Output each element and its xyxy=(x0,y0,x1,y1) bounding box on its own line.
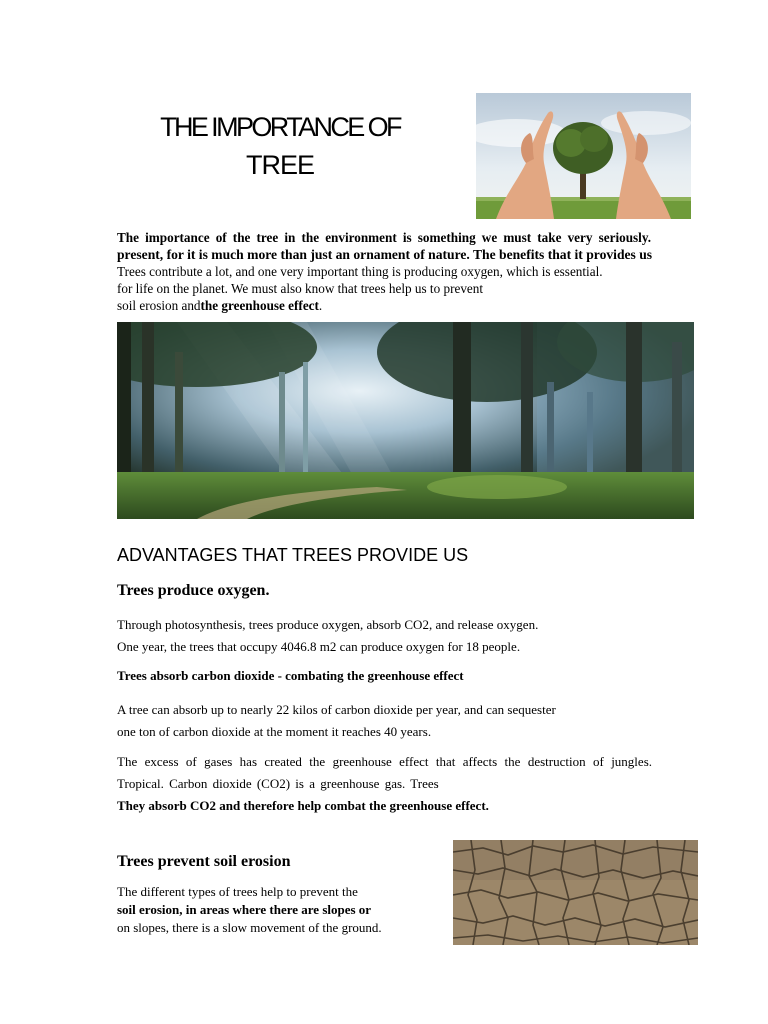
carbon-paragraph-1 xyxy=(117,699,556,743)
soil-heading: Trees prevent soil erosion xyxy=(117,853,291,870)
oxygen-heading: Trees produce oxygen. xyxy=(117,582,270,599)
carbon-heading: Trees absorb carbon dioxide - combating the greenhouse effect xyxy=(117,668,464,683)
oxygen-line-2: One year, the trees that occupy 4046.8 m2 can produce oxygen for 18 people. xyxy=(117,639,521,654)
intro-line-3: Trees contribute a lot, and one very important thing is producing oxygen, which is essential. xyxy=(117,264,603,279)
carbon-line-2: one ton of carbon dioxide at the moment it reaches 40 years. xyxy=(117,724,432,739)
carbon-paragraph-2 xyxy=(117,751,652,817)
intro-line-2: present, for it is much more than just an ornament of nature. The benefits that it provides us xyxy=(117,247,653,262)
cracked-soil-image xyxy=(453,840,698,945)
carbon-line-3: The excess of gases has created the greenhouse effect that affects the destruction of jungles. xyxy=(117,754,652,769)
intro-line-5-bold: the greenhouse effect xyxy=(200,298,319,313)
soil-line-2: soil erosion, in areas where there are slopes or xyxy=(117,902,372,917)
oxygen-paragraph xyxy=(117,614,538,658)
carbon-line-4: Tropical. Carbon dioxide (CO2) is a greenhouse gas. Trees xyxy=(117,776,439,791)
intro-paragraph xyxy=(117,229,723,314)
oxygen-line-1: Through photosynthesis, trees produce oxygen, absorb CO2, and release oxygen. xyxy=(117,617,539,632)
advantages-heading: ADVANTAGES THAT TREES PROVIDE US xyxy=(117,545,469,565)
page-title xyxy=(120,108,440,184)
intro-line-4: for life on the planet. We must also know that trees help us to prevent xyxy=(117,281,484,296)
soil-line-3: on slopes, there is a slow movement of the ground. xyxy=(117,920,382,935)
carbon-line-1: A tree can absorb up to nearly 22 kilos of carbon dioxide per year, and can sequester xyxy=(117,702,556,717)
intro-line-5-text: soil erosion and xyxy=(117,298,201,313)
intro-line-5 xyxy=(117,297,723,314)
page-title-line2: TREE xyxy=(245,150,314,180)
hands-tree-image xyxy=(476,93,691,219)
soil-line-1: The different types of trees help to prevent the xyxy=(117,884,358,899)
forest-image xyxy=(117,322,694,519)
carbon-line-5: They absorb CO2 and therefore help combat the greenhouse effect. xyxy=(117,798,489,813)
intro-line-5-end: . xyxy=(318,298,323,313)
soil-paragraph xyxy=(117,883,382,937)
page-title-line1: THE IMPORTANCE OF xyxy=(160,112,400,142)
intro-line-1: The importance of the tree in the environment is something we must take very seriously. xyxy=(117,230,651,245)
